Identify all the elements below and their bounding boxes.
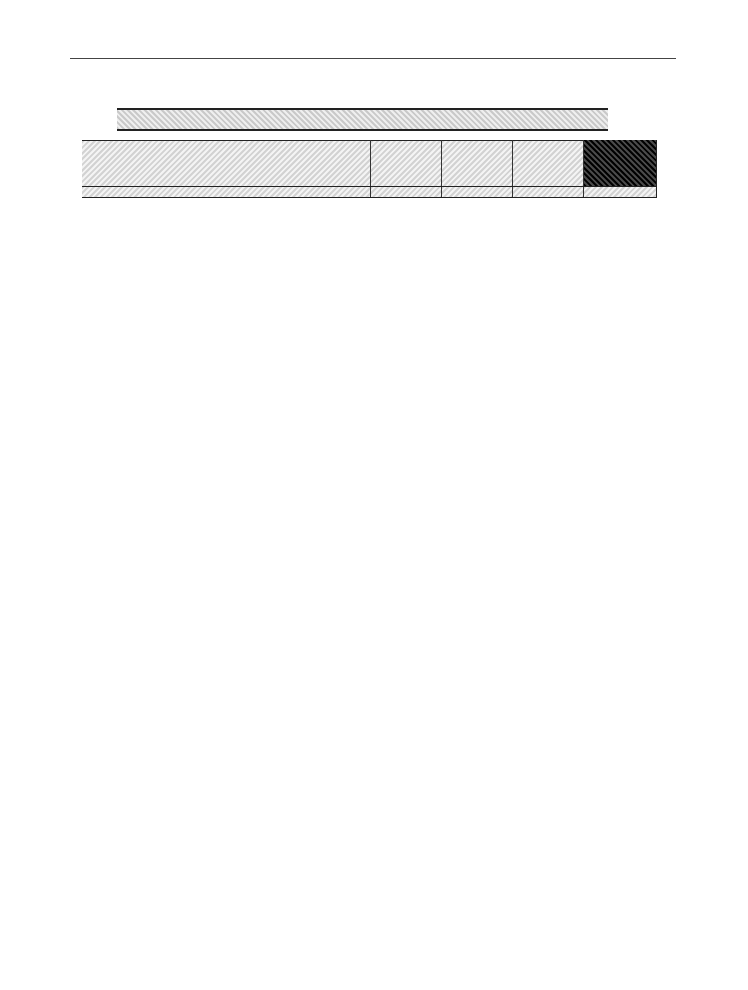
total-cell-redacted — [583, 140, 657, 186]
total-cell-2 — [441, 140, 512, 186]
annex-title-bar — [117, 108, 608, 131]
running-header — [0, 38, 748, 60]
header-rule — [70, 58, 676, 59]
total-cell-3 — [512, 140, 583, 186]
total-row — [82, 140, 657, 187]
total-cell-1 — [370, 140, 441, 186]
